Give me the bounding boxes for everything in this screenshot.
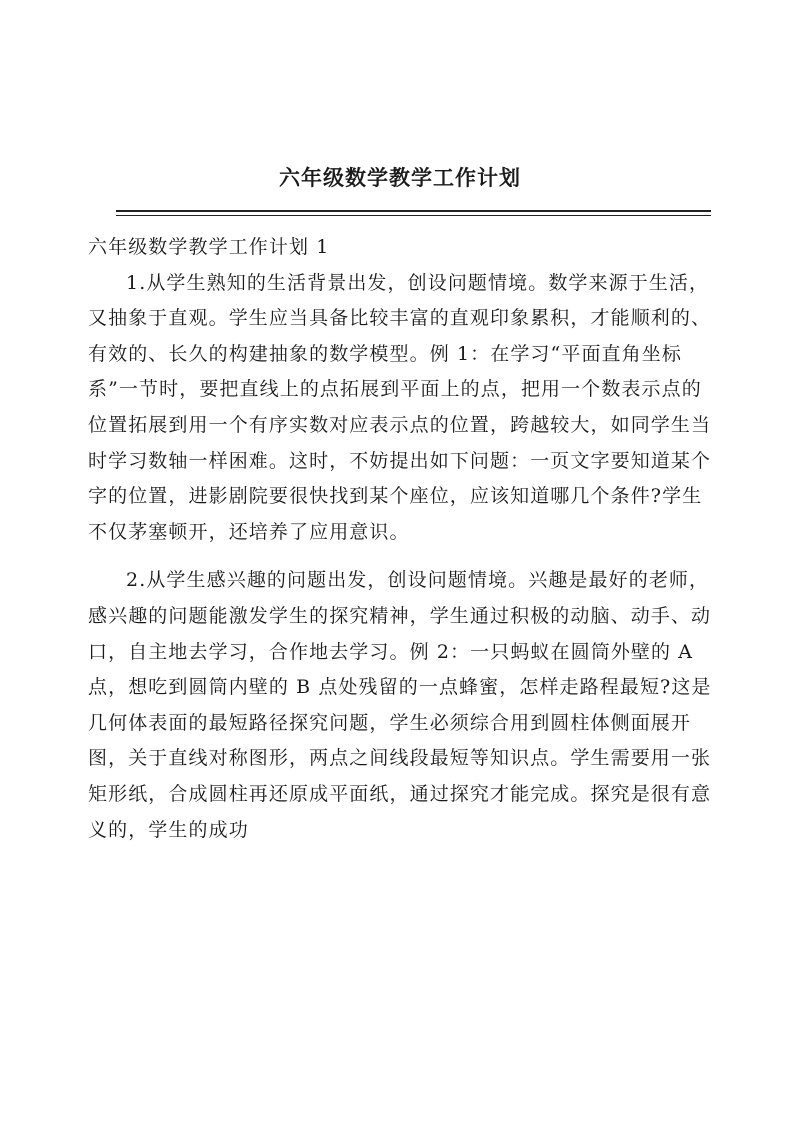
paragraph-2: 2.从学生感兴趣的问题出发，创设问题情境。兴趣是最好的老师，感兴趣的问题能激发学生的探究精神，学生通过积极的动脑、动手、动口，自主地去学习，合作地去学习。例 2：一只蚂蚁在圆筒外壁的 A 点，想吃到圆筒内壁的 B 点处残留的一点蜂蜜，怎样走路程最短?这是几何体表面的最短路径探究问题，学生必须综合用到圆柱体侧面展开图，关于直线对称图形，两点之间线段最短等知识点。学生需要用一张矩形纸，合成圆柱再还原成平面纸，通过探究才能完成。探究是很有意义的，学生的成功: [88, 569, 712, 841]
document-title: 六年级数学教学工作计划: [279, 165, 521, 190]
title-divider-thin: [116, 215, 711, 216]
title-divider-thick: [116, 210, 711, 212]
section-heading: 六年级数学教学工作计划 1: [88, 236, 330, 258]
paragraph-1: 1.从学生熟知的生活背景出发，创设问题情境。数学来源于生活，又抽象于直观。学生应当具备比较丰富的直观印象累积，才能顺利的、有效的、长久的构建抽象的数学模型。例 1：在学习“平面直角坐标系”一节时，要把直线上的点拓展到平面上的点，把用一个数表示点的位置拓展到用一个有序实数对应表示点的位置，跨越较大，如同学生当时学习数轴一样困难。这时，不妨提出如下问题：一页文字要知道某个字的位置，进影剧院要很快找到某个座位，应该知道哪几个条件?学生不仅茅塞顿开，还培养了应用意识。: [88, 271, 712, 543]
document-body: [88, 230, 714, 848]
